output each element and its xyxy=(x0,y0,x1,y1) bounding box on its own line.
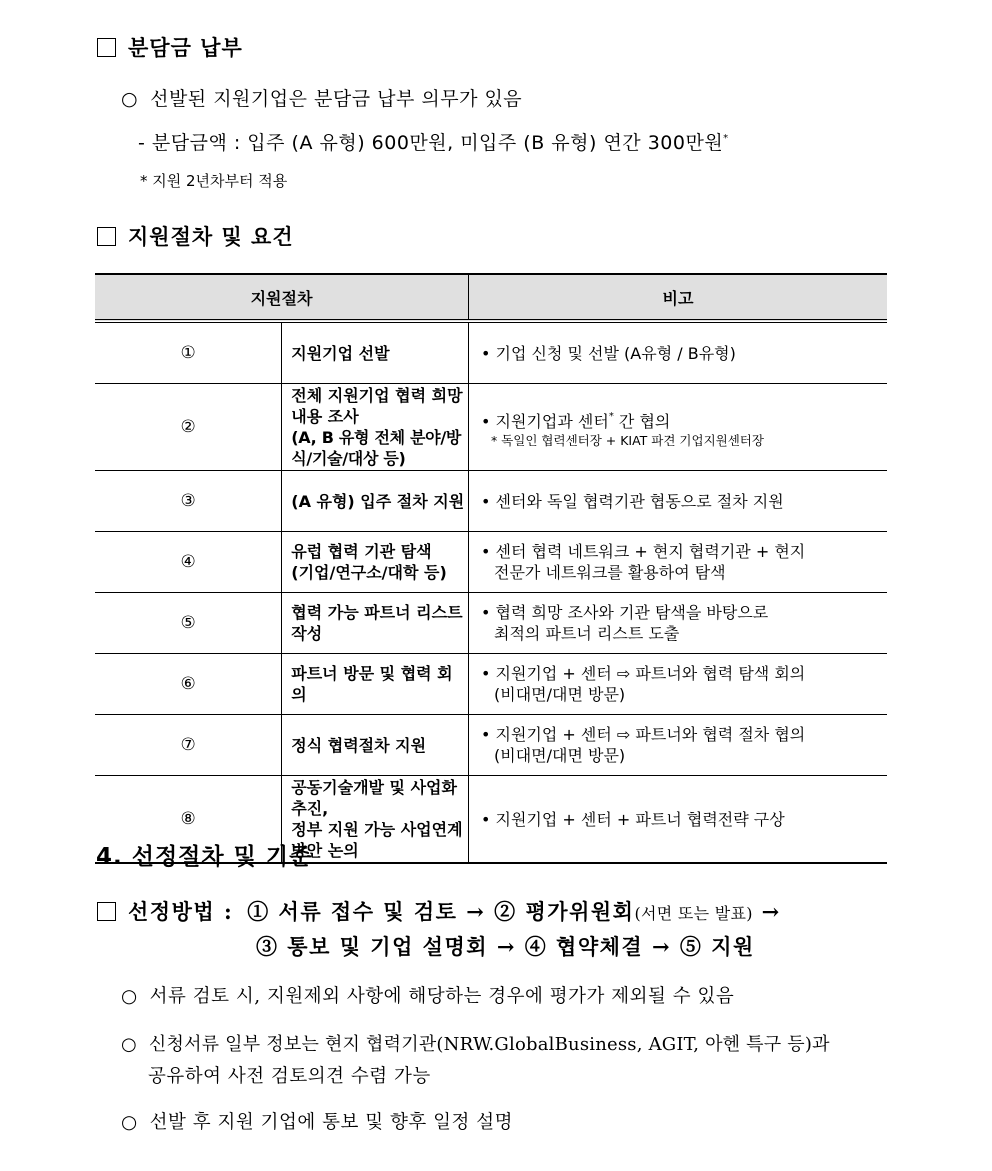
step-note: • 지원기업 + 센터 ⇨ 파트너와 협력 탐색 회의 (비대면/대면 방문) xyxy=(469,654,888,715)
table-row xyxy=(95,654,887,715)
step-number: ④ xyxy=(95,532,282,593)
payment-amount: - 분담금액 : 입주 (A 유형) 600만원, 미입주 (B 유형) 연간 300만원* xyxy=(138,132,729,154)
step-note: • 협력 희망 조사와 기관 탐색을 바탕으로 최적의 파트너 리스트 도출 xyxy=(469,593,888,654)
step-note: • 센터와 독일 협력기관 협동으로 절차 지원 xyxy=(469,471,888,532)
header-procedure: 지원절차 xyxy=(95,274,469,321)
header-remarks: 비고 xyxy=(469,274,888,321)
step-name: 전체 지원기업 협력 희망 내용 조사 (A, B 유형 전체 분야/방식/기술/대상 등) xyxy=(282,384,469,471)
section4-heading: 4. 선정절차 및 기준 xyxy=(96,844,313,870)
step-note: • 기업 신청 및 선발 (A유형 / B유형) xyxy=(469,321,888,384)
step-number: ③ xyxy=(95,471,282,532)
section-procedure-title: 지원절차 및 요건 xyxy=(97,221,294,251)
step-note: • 센터 협력 네트워크 + 현지 협력기관 + 현지 전문가 네트워크를 활용하여 탐색 xyxy=(469,532,888,593)
step-name: 정식 협력절차 지원 xyxy=(282,715,469,776)
table-row xyxy=(95,532,887,593)
payment-bullet: ○ 선발된 지원기업은 분담금 납부 의무가 있음 xyxy=(121,88,523,110)
table-row xyxy=(95,321,887,384)
step-number: ② xyxy=(95,384,282,471)
step-number: ⑥ xyxy=(95,654,282,715)
step-number: ① xyxy=(95,321,282,384)
procedure-table xyxy=(95,273,887,864)
selection-method: 선정방법 : ① 서류 접수 및 검토 → ② 평가위원회(서면 또는 발표) → xyxy=(97,896,781,926)
step-number: ⑤ xyxy=(95,593,282,654)
step-name: 지원기업 선발 xyxy=(282,321,469,384)
step-name: 파트너 방문 및 협력 회의 xyxy=(282,654,469,715)
checkbox-square-icon xyxy=(97,38,116,57)
payment-note: * 지원 2년차부터 적용 xyxy=(140,172,288,190)
step-number: ⑦ xyxy=(95,715,282,776)
table-row xyxy=(95,384,887,471)
step-name: (A 유형) 입주 절차 지원 xyxy=(282,471,469,532)
selection-bullet-3: ○ 선발 후 지원 기업에 통보 및 향후 일정 설명 xyxy=(121,1112,514,1133)
step-name: 협력 가능 파트너 리스트 작성 xyxy=(282,593,469,654)
step-number: ⑧ xyxy=(95,776,282,864)
step-name: 공동기술개발 및 사업화 추진, 정부 지원 가능 사업연계 방안 논의 xyxy=(282,776,469,864)
section-payment-title: 분담금 납부 xyxy=(97,32,243,62)
table-header-row xyxy=(95,274,887,321)
step-note: • 지원기업과 센터* 간 협의 * 독일인 협력센터장 + KIAT 파견 기업지원센터장 xyxy=(469,384,888,471)
table-row xyxy=(95,715,887,776)
checkbox-square-icon xyxy=(97,227,116,246)
step-note: • 지원기업 + 센터 ⇨ 파트너와 협력 절차 협의 (비대면/대면 방문) xyxy=(469,715,888,776)
step-note: • 지원기업 + 센터 + 파트너 협력전략 구상 xyxy=(469,776,888,864)
table-row xyxy=(95,593,887,654)
selection-method-line2: ③ 통보 및 기업 설명회 → ④ 협약체결 → ⑤ 지원 xyxy=(256,934,755,959)
checkbox-square-icon xyxy=(97,902,116,921)
step-name: 유럽 협력 기관 탐색 (기업/연구소/대학 등) xyxy=(282,532,469,593)
selection-bullet-2: ○ 신청서류 일부 정보는 현지 협력기관(NRW.GlobalBusiness, AGIT, 아헨 특구 등)과 xyxy=(121,1034,830,1055)
selection-bullet-2-cont: 공유하여 사전 검토의견 수렴 가능 xyxy=(148,1066,431,1087)
table-row xyxy=(95,471,887,532)
selection-bullet-1: ○ 서류 검토 시, 지원제외 사항에 해당하는 경우에 평가가 제외될 수 있음 xyxy=(121,986,735,1007)
